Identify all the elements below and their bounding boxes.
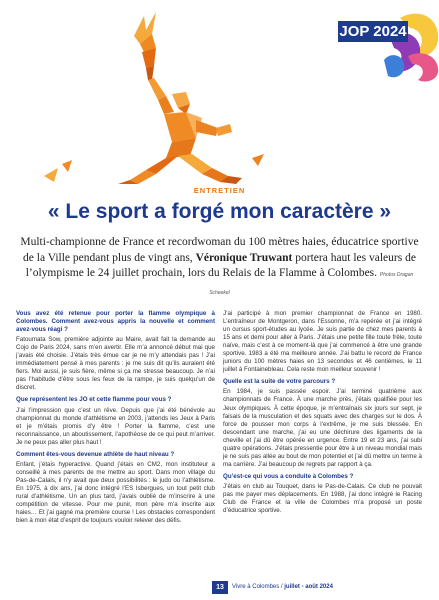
- question-2: Que représentent les JO et cette flamme pour vous ?: [16, 396, 172, 404]
- lead-text-part2: portera haut les valeurs de l’olympisme le 24 juillet prochain, lors du Relais de la Flamme à Colombes.: [25, 251, 416, 279]
- article-title: « Le sport a forgé mon caractère »: [47, 200, 392, 223]
- question-1: Vous avez été retenue pour porter la flamme olympique à Colombes. Comment avez-vous appris la nouvelle et comment avez-vous réagi ?: [16, 310, 215, 334]
- colored-shapes-decoration: [380, 8, 439, 83]
- answer-5: J’étais en club au Touquet, dans le Pas-de-Calais. Ce club ne pouvait pas me payer mes déplacements. En 1988, j’ai donc intégré le Racing Club de France et la ville de Colombes m’a proposé un poste d’éducatrice sportive.: [223, 482, 422, 515]
- answer-1: Fatoumata Sow, première adjointe au Maire, avait fait la demande au Cojo de Paris 2024, sans m’en avertir. Elle m’a annoncé début mai que j’avais été choisie. J’étais très émue car je ne m’y attendais pas ! J’ai immédiatement pensé à mes parents : je me suis dit qu’ils auraient été fiers. Moi aussi, je suis fière, même si ça me stresse beaucoup. Je n’ai pas l’habitude d’être sous les feux de la rampe, je suis quelqu’un de discret.: [16, 336, 215, 392]
- answer-4: En 1984, je suis passée espoir. J’ai terminé quatrième aux championnats de France. À une marche près, j’étais qualifiée pour les Jeux olympiques. À cette époque, je m’entraînais six jours sur sept, je faisais de la musculation et des squats avec des charges sur le dos. À force de pousser mon corps à l’extrême, je me suis blessée. En descendant une marche, j’ai eu une déchirure des ligaments de la cheville et j’ai dû être opérée en urgence. Entre 19 et 23 ans, j’ai subi quatre opérations. J’étais pressentie pour être à un niveau mondial mais je ne suis pas allée au bout de mon potentiel et j’ai dû mettre un terme à ma carrière. J’ai beaucoup de regrets par rapport à ça.: [223, 388, 422, 468]
- answer-3-continued: J’ai participé à mon premier championnat de France en 1980. L’entraîneur de Montgeron, dans l’Essonne, m’a repérée et j’ai intégré un cursus sport-études au lycée. Je suis partie de chez mes parents à 15 ans et demi pour aller à Paris. J’étais une petite fille toute frêle, toute naïve, mais c’est à ce moment-là que j’ai commencé à être une grande sportive. 1983 a été ma meilleure année. J’ai battu le record de France juniors du 100 mètres haies en 13 secondes et 46 centièmes, le 11 juillet à Fontainebleau. Cela reste mon meilleur souvenir !: [223, 310, 422, 374]
- answer-3: Enfant, j’étais hyperactive. Quand j’étais en CM2, mon instituteur a conseillé à mes parents de me mettre au sport. Dans mon village du Pas-de-Calais, il n’y avait que deux possibilités : le judo ou l’athlétisme. En 1975, à dix ans, j’ai donc intégré l’ES Isbergues, un tout petit club rural d’athlétisme. Un an plus tard, j’avais oublié de m’inscrire à une compétition de vitesse. Pour me punir, mon père m’a inscrite aux haies… Et j’ai gagné ma première course ! Les obstacles correspondent bien à mon état d’esprit de toujours vouloir relever des défis.: [16, 460, 215, 525]
- article-lead: [18, 235, 421, 301]
- torch-runner-illustration: [6, 8, 306, 184]
- section-tag: JOP 2024: [339, 23, 407, 40]
- left-column: [16, 310, 215, 529]
- answer-2: J’ai l’impression que c’est un rêve. Depuis que j’ai été bénévole au championnat du monde d’athlétisme en 2003, j’attends les Jeux à Paris et je m’étais promis d’y être ! Porter la flamme, c’est une reconnaissance, un aboutissement, l’apothéose de ce qui peut m’arriver. Je ne peux pas aller plus haut !: [16, 406, 215, 446]
- footer-publication: [232, 584, 333, 590]
- page-number: 13: [212, 581, 228, 594]
- right-column: [223, 310, 422, 519]
- lead-text-part1: Multi-championne de France et recordwoman du 100 mètres haies, éducatrice sportive de la Ville pendant plus de vingt ans,: [20, 236, 419, 264]
- question-3: Comment êtes-vous devenue athlète de haut niveau ?: [16, 450, 175, 458]
- publication-name: Vivre à Colombes /: [232, 584, 283, 590]
- lead-name: Véronique Truwant: [195, 251, 293, 264]
- article-kicker: ENTRETIEN: [193, 186, 246, 195]
- question-4: Quelle est la suite de votre parcours ?: [223, 378, 336, 386]
- issue-date: juillet - août 2024: [284, 584, 333, 590]
- question-5: Qu’est-ce qui vous a conduite à Colombes ?: [223, 472, 354, 480]
- photo-credit: Photos Dragan Scheekel: [209, 272, 414, 296]
